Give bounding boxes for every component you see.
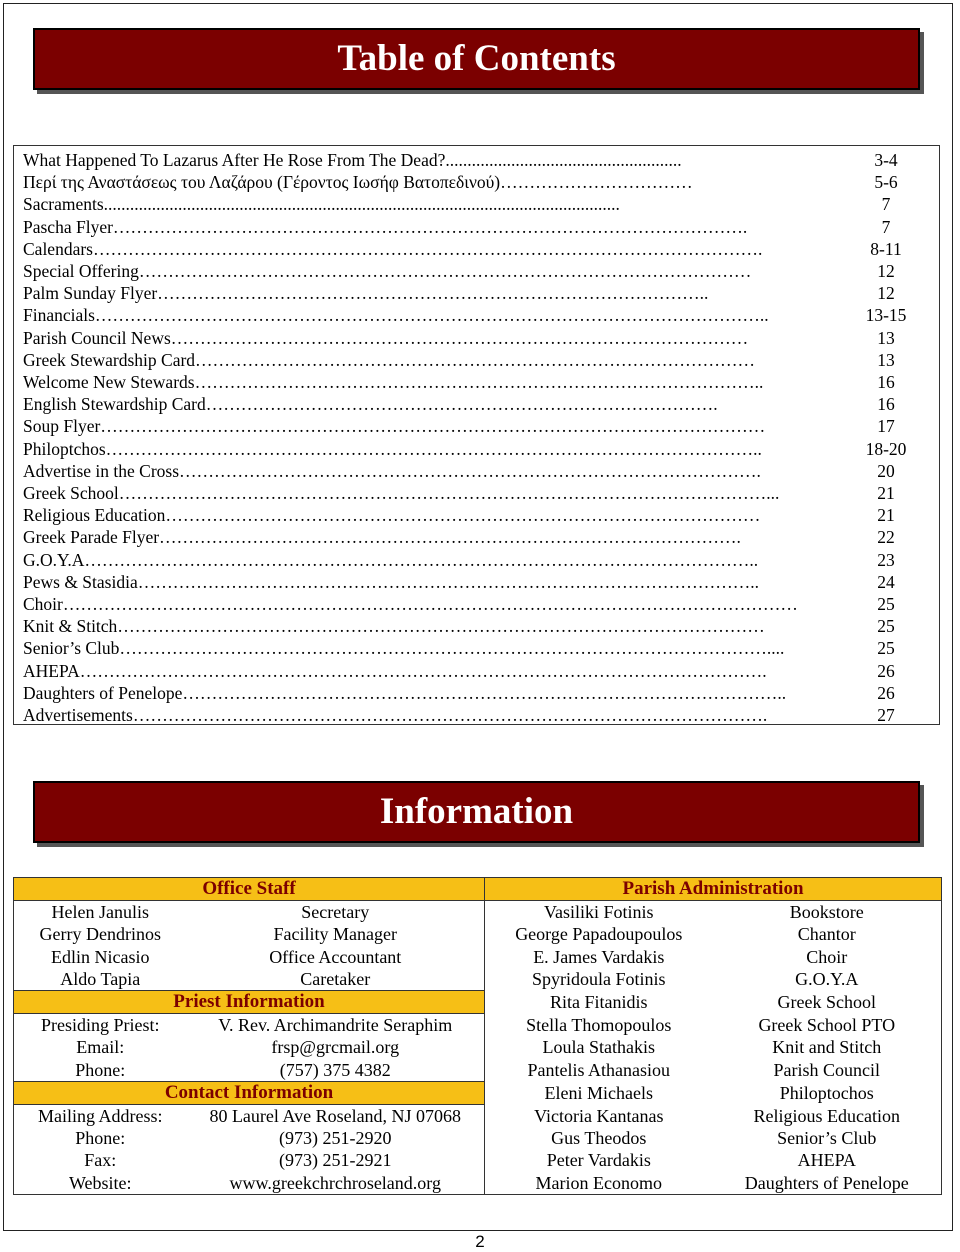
toc-entry[interactable] — [23, 593, 921, 615]
toc-entry-page: 3-4 — [874, 150, 898, 170]
staff-name: Helen Janulis — [14, 901, 187, 924]
priest-phone: (757) 375 4382 — [187, 1059, 485, 1082]
toc-entry[interactable] — [23, 149, 921, 171]
toc-entry[interactable] — [23, 282, 921, 304]
toc-entry-title: Parish Council News……………………………………………………………………………………… — [23, 327, 749, 348]
toc-entry-title: Περί της Αναστάσεως του Λαζάρου (Γέροντος Ιωσήφ Βατοπεδινού)…………………………… — [23, 172, 693, 193]
toc-entry[interactable] — [23, 415, 921, 437]
toc-entry-title: Calendars……………………………………………………………………………………………………. — [23, 238, 763, 259]
admin-name: Marion Economo — [485, 1171, 713, 1194]
toc-entry-page: 21 — [877, 483, 895, 503]
admin-role: G.O.Y.A — [713, 968, 942, 991]
toc-entry-title: Daughters of Penelope………………………………………………………………………………………….. — [23, 682, 787, 703]
admin-role: Parish Council — [713, 1059, 942, 1082]
toc-entry-page: 7 — [881, 216, 891, 237]
toc-entry-title: Choir……………………………………………………………………………………………………………… — [23, 594, 798, 614]
staff-role: Facility Manager — [187, 923, 485, 945]
toc-entry-page: 21 — [877, 505, 895, 526]
toc-entry-page: 12 — [877, 283, 895, 304]
office-staff-heading: Office Staff — [14, 878, 485, 901]
toc-entry-title: Sacraments...................................................................................................................... — [23, 194, 620, 215]
toc-entry-page: 26 — [877, 660, 895, 681]
toc-entry-page: 7 — [881, 194, 891, 215]
toc-entry[interactable] — [23, 238, 921, 260]
admin-role: Greek School — [713, 990, 942, 1013]
admin-role: Chantor — [713, 923, 942, 945]
admin-role: AHEPA — [713, 1149, 942, 1171]
toc-entry-title: G.O.Y.A…………………………………………………………………………………………………….. — [23, 549, 759, 570]
priest-label: Email: — [14, 1036, 187, 1058]
admin-name: Pantelis Athanasiou — [527, 1059, 671, 1080]
toc-entry-page: 13 — [877, 349, 895, 370]
toc-entry-page: 12 — [877, 261, 895, 281]
priest-information-heading: Priest Information — [14, 990, 485, 1013]
toc-entry-title: Special Offering…………………………………………………………………………………………… — [23, 261, 752, 281]
toc-entry[interactable] — [23, 260, 921, 282]
toc-entry-page: 16 — [877, 372, 895, 392]
toc-entry[interactable] — [23, 504, 921, 526]
contact-phone: (973) 251-2920 — [187, 1127, 485, 1149]
toc-entry-page: 23 — [877, 549, 895, 570]
toc-entry[interactable] — [23, 171, 921, 193]
toc-entry-page: 25 — [877, 638, 895, 659]
toc-entry[interactable] — [23, 193, 921, 215]
toc-entry-page: 27 — [877, 705, 895, 725]
toc-entry-title: Advertisements………………………………………………………………………………………………. — [23, 705, 768, 725]
contact-address: 80 Laurel Ave Roseland, NJ 07068 — [187, 1104, 485, 1127]
toc-entry[interactable] — [23, 615, 921, 637]
toc-entry[interactable] — [23, 660, 921, 682]
toc-entry[interactable] — [23, 549, 921, 571]
toc-entry[interactable] — [23, 482, 921, 504]
priest-value: V. Rev. Archimandrite Seraphim — [187, 1014, 485, 1037]
contact-label: Mailing Address: — [14, 1104, 187, 1127]
admin-role: Knit and Stitch — [713, 1036, 942, 1058]
toc-entry-title: Soup Flyer…………………………………………………………………………………………………… — [23, 416, 766, 437]
admin-name: Gus Theodos — [551, 1128, 647, 1149]
toc-entry-title: Pascha Flyer………………………………………………………………………………………………. — [23, 216, 748, 237]
admin-name: Loula Stathakis — [542, 1037, 655, 1058]
toc-entry[interactable] — [23, 438, 921, 460]
table-of-contents — [13, 145, 940, 725]
contact-label: Phone: — [14, 1127, 187, 1149]
admin-name: Vasiliki Fotinis — [544, 902, 654, 923]
toc-entry[interactable] — [23, 460, 921, 482]
toc-entry-page: 13 — [877, 327, 895, 348]
priest-email[interactable]: frsp@grcmail.org — [187, 1036, 485, 1058]
toc-entry-title: Advertise in the Cross………………………………………………………………………………………. — [23, 460, 761, 481]
toc-entry-page: 20 — [877, 460, 895, 481]
page-number: 2 — [475, 1232, 485, 1251]
toc-entry-title: Greek Stewardship Card…………………………………………………………………………………… — [23, 349, 756, 370]
toc-entry[interactable] — [23, 526, 921, 548]
admin-role: Greek School PTO — [713, 1014, 942, 1037]
admin-name: Spyridoula Fotinis — [532, 969, 666, 990]
admin-role: Philoptochos — [713, 1081, 942, 1104]
toc-entry-page: 26 — [877, 682, 895, 703]
toc-entry-page: 17 — [877, 416, 895, 437]
toc-entry-page: 18-20 — [865, 438, 907, 459]
toc-entry[interactable] — [23, 216, 921, 238]
toc-entry-title: Religious Education………………………………………………………………………………………… — [23, 505, 761, 526]
priest-label: Phone: — [14, 1059, 187, 1082]
staff-name: Edlin Nicasio — [14, 946, 187, 968]
priest-label: Presiding Priest: — [14, 1014, 187, 1037]
toc-entry-title: AHEPA………………………………………………………………………………………………………. — [23, 660, 767, 681]
toc-entry-title: Senior’s Club………………………………………………………………………………………………….... — [23, 638, 785, 659]
toc-entry-title: What Happened To Lazarus After He Rose From The Dead?...................................................... — [23, 150, 682, 170]
admin-name: Rita Fitanidis — [550, 992, 648, 1013]
admin-name: Stella Thomopoulos — [526, 1014, 672, 1035]
toc-entry[interactable] — [23, 371, 921, 393]
toc-entry-page: 5-6 — [874, 172, 898, 193]
toc-entry-title: Philoptchos………………………………………………………………………………………………….. — [23, 438, 762, 459]
staff-name: Aldo Tapia — [14, 968, 187, 991]
toc-entry-title: Greek School…………………………………………………………………………………………………... — [23, 483, 780, 503]
toc-entry-title: Knit & Stitch………………………………………………………………………………………………… — [23, 616, 765, 637]
toc-entry[interactable] — [23, 571, 921, 593]
admin-role: Senior’s Club — [713, 1127, 942, 1149]
information-title-banner: Information — [33, 781, 920, 843]
toc-entry-title: Pews & Stasidia…………………………………………………………………………………………….. — [23, 571, 759, 592]
toc-entry-page: 16 — [877, 394, 895, 415]
contact-information-heading: Contact Information — [14, 1081, 485, 1104]
toc-entry[interactable] — [23, 704, 921, 726]
staff-role: Office Accountant — [187, 946, 485, 968]
parish-administration-heading: Parish Administration — [485, 878, 942, 901]
toc-entry[interactable] — [23, 304, 921, 326]
toc-entry[interactable] — [23, 637, 921, 659]
toc-entry-page: 25 — [877, 616, 895, 637]
toc-entry-page: 8-11 — [870, 238, 902, 259]
toc-entry-page: 22 — [877, 527, 895, 548]
admin-role: Daughters of Penelope — [713, 1171, 942, 1194]
admin-name: Victoria Kantanas — [534, 1105, 664, 1126]
toc-entry[interactable] — [23, 393, 921, 415]
toc-entry-page: 25 — [877, 594, 895, 614]
contact-fax: (973) 251-2921 — [187, 1149, 485, 1171]
admin-name: Eleni Michaels — [544, 1082, 653, 1103]
toc-entry-page: 13-15 — [865, 305, 907, 326]
admin-role: Religious Education — [713, 1104, 942, 1127]
contact-label: Fax: — [14, 1149, 187, 1171]
toc-entry-page: 24 — [877, 571, 895, 592]
toc-entry[interactable] — [23, 682, 921, 704]
toc-entry-title: Palm Sunday Flyer………………………………………………………………………………….. — [23, 283, 709, 304]
contact-label: Website: — [14, 1171, 187, 1194]
contact-website[interactable]: www.greekchrchroseland.org — [187, 1171, 485, 1194]
admin-name: George Papadoupoulos — [515, 924, 683, 945]
admin-name: E. James Vardakis — [533, 946, 665, 967]
admin-role: Choir — [713, 946, 942, 968]
toc-entry[interactable] — [23, 327, 921, 349]
toc-entry-title: Financials…………………………………………………………………………………………………….. — [23, 305, 769, 326]
toc-title-banner: Table of Contents — [33, 28, 920, 90]
staff-role: Secretary — [187, 901, 485, 924]
admin-name: Peter Vardakis — [546, 1150, 651, 1171]
information-table — [13, 877, 942, 1195]
staff-name: Gerry Dendrinos — [14, 923, 187, 945]
staff-role: Caretaker — [187, 968, 485, 991]
admin-role: Bookstore — [713, 901, 942, 924]
toc-entry-title: English Stewardship Card……………………………………………………………………………. — [23, 394, 718, 415]
toc-entry-title: Welcome New Stewards…………………………………………………………………………………….. — [23, 372, 764, 392]
toc-entry[interactable] — [23, 349, 921, 371]
toc-entry-title: Greek Parade Flyer………………………………………………………………………………………. — [23, 527, 741, 548]
